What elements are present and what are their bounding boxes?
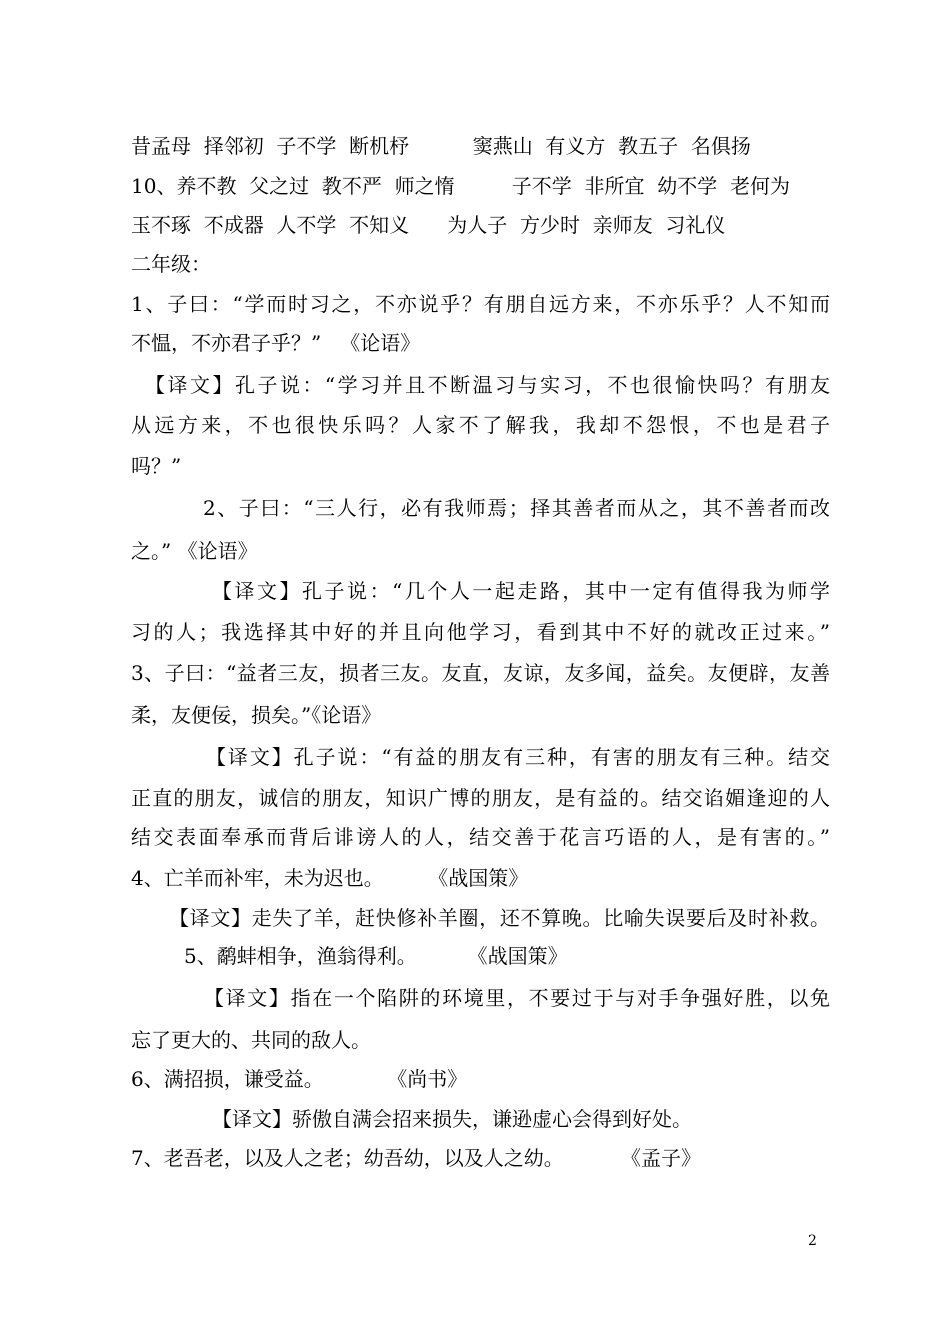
text-line: 玉不琢 不成器 人不学 不知义 为人子 方少时 亲师友 习礼仪 xyxy=(131,213,726,237)
translation-line: 【译文】孔子说：“几个人一起走路，其中一定有值得我为师学 xyxy=(212,579,830,603)
page-number: 2 xyxy=(808,1233,817,1249)
text-line: 正直的朋友，诚信的朋友，知识广博的朋友，是有益的。结交谄媚逢迎的人 xyxy=(131,786,830,810)
section-heading: 二年级： xyxy=(131,252,211,276)
text-line: 之。” 《论语》 xyxy=(131,539,258,563)
text-line: 习的人；我选择其中好的并且向他学习，看到其中不好的就改正过来。” xyxy=(131,620,830,644)
text-line: 4、亡羊而补牢，未为迟也。 《战国策》 xyxy=(131,866,529,890)
translation-line: 【译文】孔子说：“有益的朋友有三种，有害的朋友有三种。结交 xyxy=(206,745,830,769)
translation-line: 【译文】指在一个陷阱的环境里，不要过于与对手争强好胜，以免 xyxy=(204,986,830,1010)
text-line: 不愠，不亦君子乎？” 《论语》 xyxy=(131,331,421,355)
text-line: 7、老吾老，以及人之老；幼吾幼，以及人之幼。 《孟子》 xyxy=(131,1146,701,1170)
text-line: 10、养不教 父之过 教不严 师之惰 子不学 非所宜 幼不学 老何为 xyxy=(131,174,790,198)
text-line: 5、鹬蚌相争，渔翁得利。 《战国策》 xyxy=(184,944,568,968)
text-line: 1、子曰：“学而时习之，不亦说乎？有朋自远方来，不亦乐乎？人不知而 xyxy=(131,292,830,316)
text-line: 2、子曰：“三人行，必有我师焉；择其善者而从之，其不善者而改 xyxy=(203,496,830,520)
text-line: 从远方来，不也很快乐吗？人家不了解我，我却不怨恨，不也是君子 xyxy=(131,413,830,437)
text-line: 柔，友便佞，损矣。”《论语》 xyxy=(131,703,382,727)
text-line: 忘了更大的、共同的敌人。 xyxy=(131,1028,371,1052)
text-line: 6、满招损，谦受益。 《尚书》 xyxy=(131,1067,468,1091)
text-line: 昔孟母 择邻初 子不学 断机杼 窦燕山 有义方 教五子 名俱扬 xyxy=(131,134,751,158)
text-line: 吗？” xyxy=(131,454,182,478)
text-line: 3、子曰：“益者三友，损者三友。友直，友谅，友多闻，益矣。友便辟，友善 xyxy=(131,661,830,685)
text-line: 结交表面奉承而背后诽谤人的人，结交善于花言巧语的人，是有害的。” xyxy=(131,825,830,849)
translation-line: 【译文】骄傲自满会招来损失，谦逊虚心会得到好处。 xyxy=(212,1107,692,1131)
translation-line: 【译文】孔子说：“学习并且不断温习与实习，不也很愉快吗？有朋友 xyxy=(145,373,830,397)
translation-line: 【译文】走失了羊，赶快修补羊圈，还不算晚。比喻失误要后及时补救。 xyxy=(169,906,830,930)
